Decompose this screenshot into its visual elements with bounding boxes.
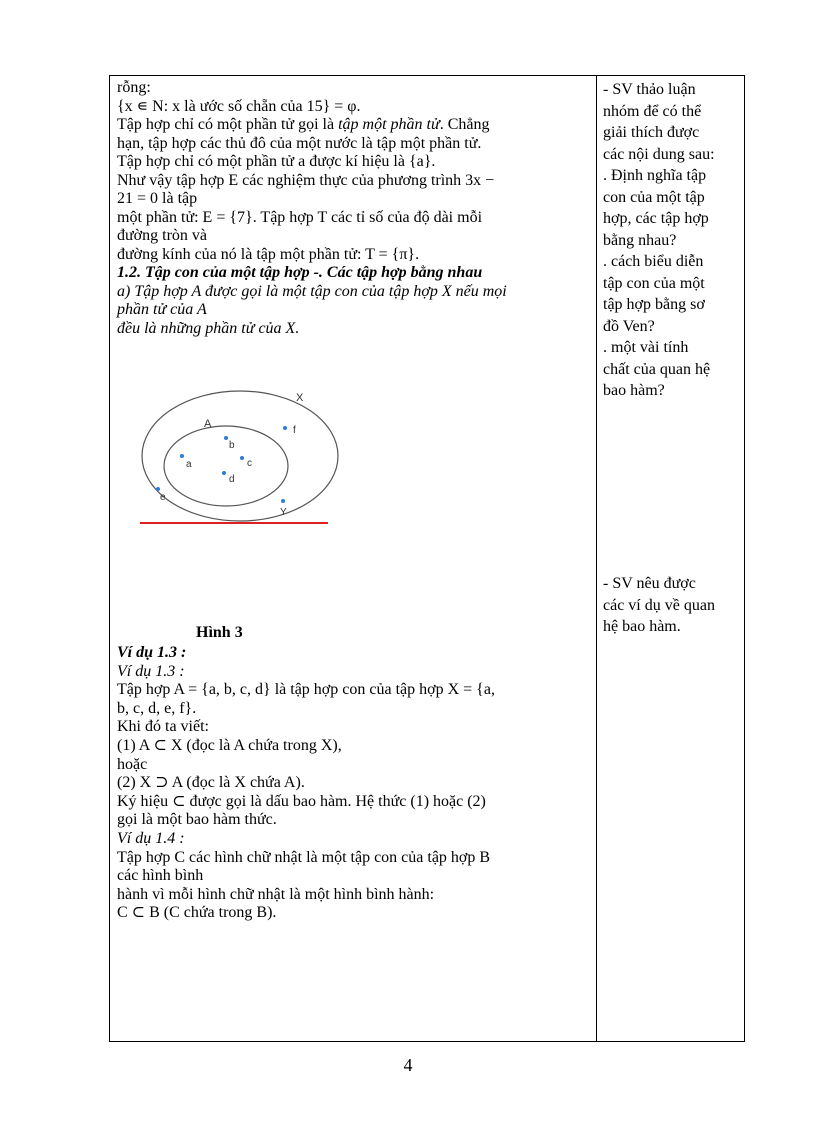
side-line: chất của quan hệ: [603, 360, 711, 378]
main-text-block: [117, 79, 593, 338]
side-column: [597, 76, 744, 1041]
example-line: C ⊂ B (C chứa trong B).: [117, 904, 277, 922]
text-line: Như vậy tập hợp E các nghiệm thực của phương trình 3x −: [117, 171, 495, 189]
example-line: Ví dụ 1.3 :: [117, 662, 185, 680]
text-line: một phần tử: E = {7}. Tập hợp T các tỉ số của độ dài mỗi: [117, 208, 483, 226]
definition-line: a) Tập hợp A được gọi là một tập con của tập hợp X nếu mọi: [117, 282, 507, 300]
text-line: Tập hợp chỉ có một phần tử a được kí hiệu là {a}.: [117, 153, 436, 170]
dot-a: [180, 454, 184, 458]
label-a: a: [186, 459, 192, 470]
label-X: X: [296, 392, 304, 404]
text-span: . Chẳng: [439, 116, 490, 133]
side-line: tập hợp bằng sơ: [603, 296, 705, 313]
example-line: Ký hiệu ⊂ được gọi là dấu bao hàm. Hệ thức (1) hoặc (2): [117, 792, 486, 810]
text-line: 21 = 0 là tập: [117, 190, 198, 207]
figure-caption: Hình 3: [196, 624, 243, 641]
label-b: b: [229, 440, 235, 451]
example-block: [117, 644, 593, 923]
definition-line: phần tử của A: [117, 301, 207, 318]
example-line: (1) A ⊂ X (đọc là A chứa trong X),: [117, 736, 342, 754]
dot-f: [283, 426, 287, 430]
label-f: f: [293, 425, 296, 436]
label-Y: Y: [280, 507, 287, 518]
text-span: Tập hợp chỉ có một phần tử gọi là: [117, 116, 339, 133]
dot-d: [222, 471, 226, 475]
outer-set-ellipse: [142, 391, 338, 521]
label-A: A: [204, 418, 212, 430]
label-e: e: [160, 492, 166, 503]
side-line: bao hàm?: [603, 382, 665, 399]
side-line: . Định nghĩa tập: [603, 167, 707, 184]
content-table: [109, 75, 745, 1042]
text-line: [117, 116, 593, 135]
dot-c: [240, 456, 244, 460]
side-line: bằng nhau?: [603, 231, 677, 249]
side-notes-examples: [603, 573, 743, 638]
main-column: [110, 76, 597, 1041]
example-line: Tập hợp A = {a, b, c, d} là tập hợp con của tập hợp X = {a,: [117, 681, 495, 699]
text-line: rỗng:: [117, 79, 151, 96]
example-line: Ví dụ 1.4 :: [117, 829, 185, 847]
example-line: các hình bình: [117, 867, 204, 885]
dot-b: [224, 436, 228, 440]
text-line: đường kính của nó là tập một phần tử: T = {π}.: [117, 245, 420, 263]
dot-e: [156, 487, 160, 491]
example-line: Khi đó ta viết:: [117, 718, 209, 736]
side-notes-discussion: [603, 79, 743, 402]
example-line: Tập hợp C các hình chữ nhật là một tập con của tập hợp B: [117, 848, 491, 866]
example-line: (2) X ⊃ A (đọc là X chứa A).: [117, 774, 305, 792]
example-line: Ví dụ 1.3 :: [117, 644, 187, 661]
side-line: con của một tập: [603, 188, 705, 206]
side-line: . một vài tính: [603, 339, 689, 356]
dot-y: [281, 499, 285, 503]
example-line: b, c, d, e, f}.: [117, 699, 197, 717]
venn-diagram: [130, 381, 340, 531]
side-line: nhóm để có thể: [603, 102, 702, 120]
side-line: hợp, các tập hợp: [603, 210, 709, 227]
label-d: d: [229, 474, 235, 485]
text-line: đường tròn và: [117, 227, 208, 244]
example-line: gọi là một bao hàm thức.: [117, 811, 277, 829]
example-line: hành vì mỗi hình chữ nhật là một hình bình hành:: [117, 885, 435, 903]
side-line: giải thích được: [603, 124, 700, 141]
side-line: tập con của một: [603, 274, 705, 292]
side-line: các nội dung sau:: [603, 145, 715, 163]
side-line: - SV nêu được: [603, 575, 696, 592]
text-line: hạn, tập hợp các thủ đô của một nước là tập một phần tử.: [117, 134, 482, 152]
label-c: c: [247, 458, 252, 469]
side-line: đồ Ven?: [603, 317, 655, 335]
side-line: . cách biểu diễn: [603, 253, 704, 270]
side-line: - SV thảo luận: [603, 81, 696, 98]
term-emphasis: tập một phần tử: [338, 116, 440, 133]
page-number: 4: [403, 1055, 413, 1075]
side-line: các ví dụ về quan: [603, 596, 715, 614]
text-line: {x ∊ N: x là ước số chẵn của 15} = φ.: [117, 97, 361, 115]
example-line: hoặc: [117, 755, 148, 773]
section-heading: 1.2. Tập con của một tập hợp -. Các tập hợp bằng nhau: [117, 264, 483, 281]
definition-line: đều là những phần tử của X.: [117, 319, 300, 337]
side-line: hệ bao hàm.: [603, 618, 681, 635]
